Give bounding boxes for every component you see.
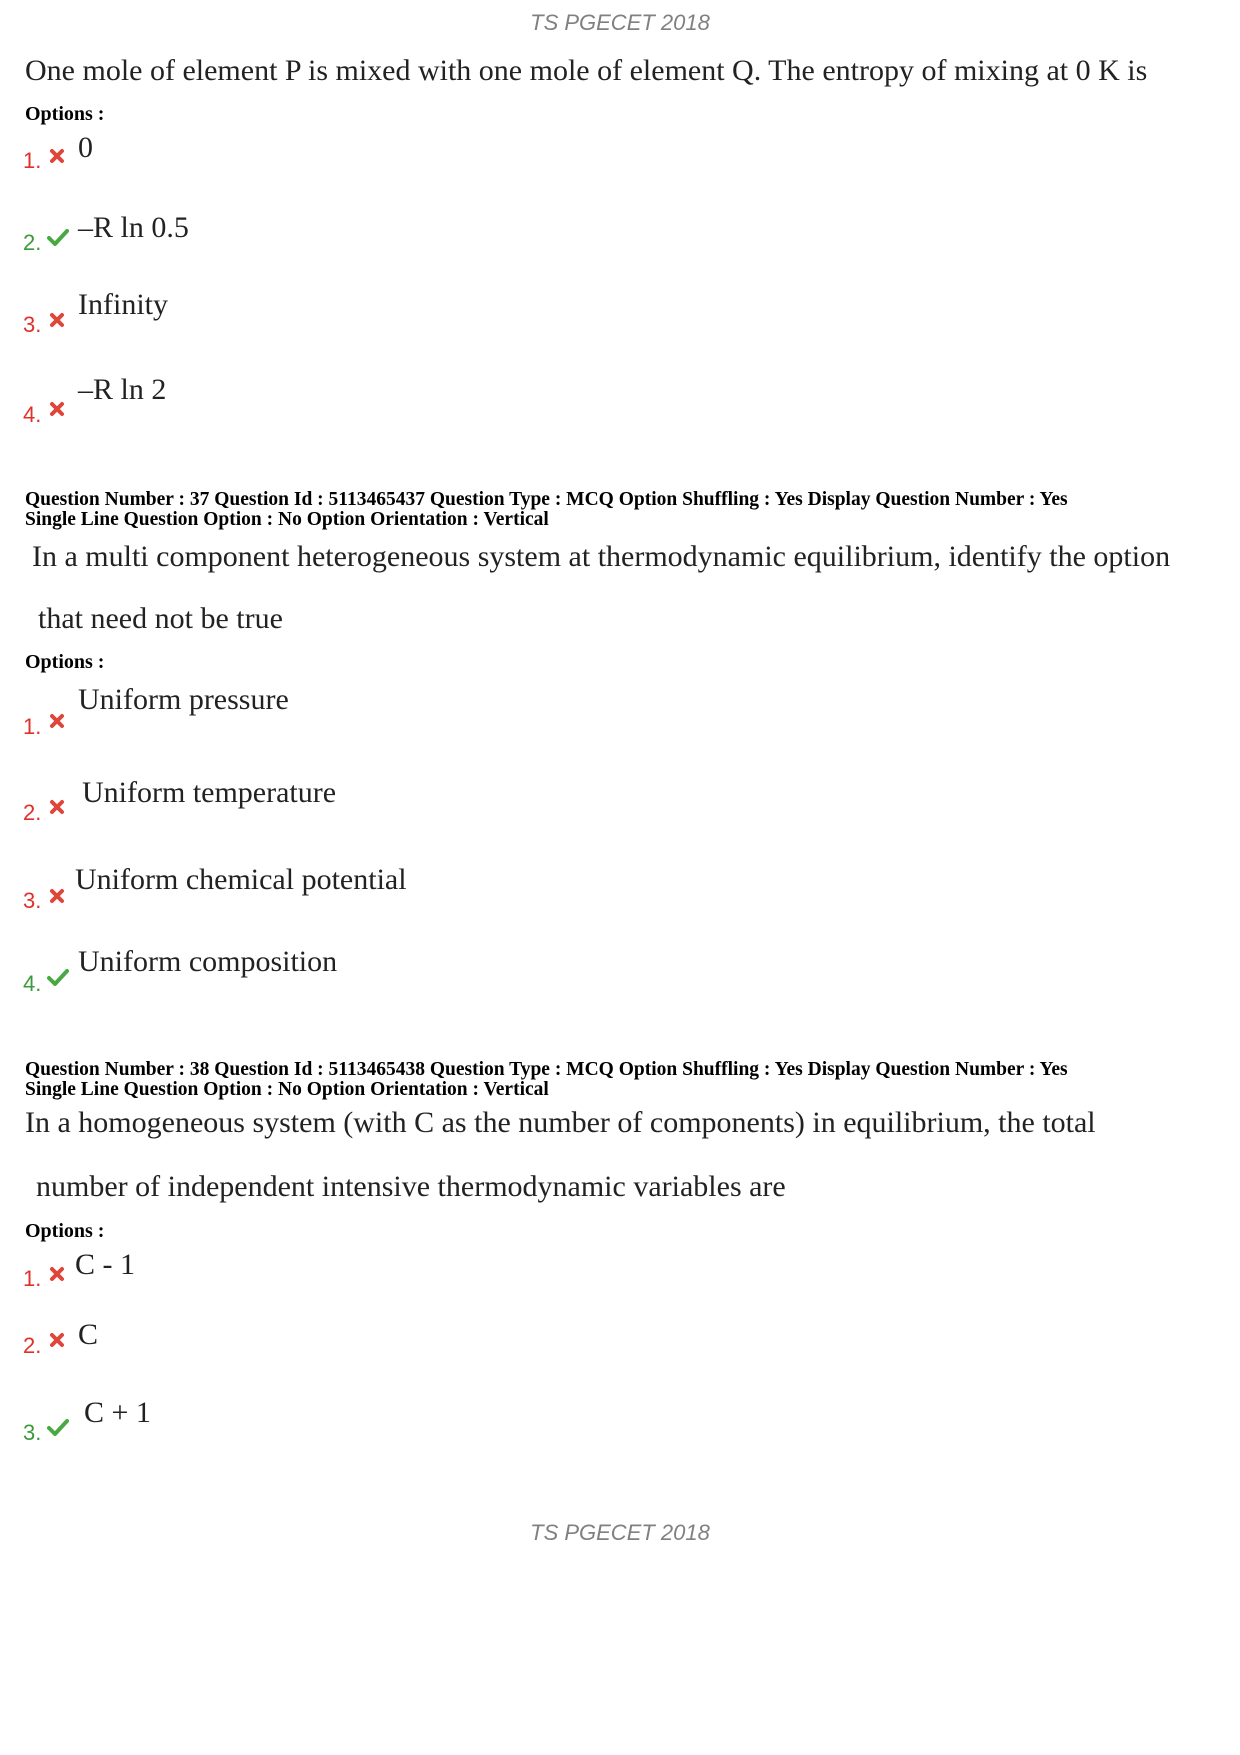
- option-text: Uniform pressure: [78, 683, 289, 716]
- option-text: C - 1: [75, 1248, 135, 1281]
- question-38-meta-line-1: Question Number : 38 Question Id : 5113465438 Question Type : MCQ Option Shuffling : Yes Display Question Number : Yes: [25, 1059, 1068, 1080]
- option-number: 1.: [23, 1266, 42, 1291]
- option-text: C + 1: [84, 1396, 151, 1429]
- options-label: Options :: [25, 651, 105, 673]
- option-text: Uniform chemical potential: [75, 863, 407, 896]
- option-number: 1.: [23, 714, 42, 739]
- cross-icon: [48, 1331, 66, 1349]
- check-icon: [47, 1418, 69, 1436]
- option-text: Uniform temperature: [82, 776, 337, 809]
- question-37-meta-line-2: Single Line Question Option : No Option Orientation : Vertical: [25, 509, 549, 530]
- option-number: 4.: [23, 402, 42, 427]
- options-label: Options :: [25, 103, 105, 125]
- option-text: Infinity: [78, 288, 168, 321]
- page-footer: TS PGECET 2018: [530, 1520, 710, 1545]
- option-number: 1.: [23, 148, 42, 173]
- option-number: 2.: [23, 800, 42, 825]
- cross-icon: [48, 311, 66, 329]
- option-text: 0: [78, 131, 93, 164]
- cross-icon: [48, 798, 66, 816]
- option-text: Uniform composition: [78, 945, 338, 978]
- option-text: C: [78, 1318, 99, 1351]
- option-number: 2.: [23, 230, 42, 255]
- options-label: Options :: [25, 1220, 105, 1242]
- cross-icon: [48, 400, 66, 418]
- cross-icon: [48, 1265, 66, 1283]
- question-37-meta-line-1: Question Number : 37 Question Id : 5113465437 Question Type : MCQ Option Shuffling : Yes Display Question Number : Yes: [25, 489, 1068, 510]
- question-37-text-line-1: In a multi component heterogeneous system at thermodynamic equilibrium, identify the option: [32, 540, 1171, 573]
- option-number: 2.: [23, 1333, 42, 1358]
- question-36-text: One mole of element P is mixed with one mole of element Q. The entropy of mixing at 0 K is: [25, 54, 1148, 87]
- option-text: –R ln 0.5: [78, 211, 189, 244]
- cross-icon: [48, 712, 66, 730]
- cross-icon: [48, 147, 66, 165]
- check-icon: [47, 968, 69, 986]
- option-number: 4.: [23, 971, 42, 996]
- question-38-meta-line-2: Single Line Question Option : No Option Orientation : Vertical: [25, 1079, 549, 1100]
- question-38-text-line-1: In a homogeneous system (with C as the number of components) in equilibrium, the total: [25, 1106, 1096, 1139]
- option-number: 3.: [23, 888, 42, 913]
- option-number: 3.: [23, 1420, 42, 1445]
- cross-icon: [48, 887, 66, 905]
- question-38-text-line-2: number of independent intensive thermodynamic variables are: [36, 1170, 786, 1203]
- page-header: TS PGECET 2018: [530, 10, 710, 35]
- option-number: 3.: [23, 312, 42, 337]
- question-37-text-line-2: that need not be true: [38, 602, 283, 635]
- check-icon: [47, 228, 69, 246]
- option-text: –R ln 2: [78, 373, 167, 406]
